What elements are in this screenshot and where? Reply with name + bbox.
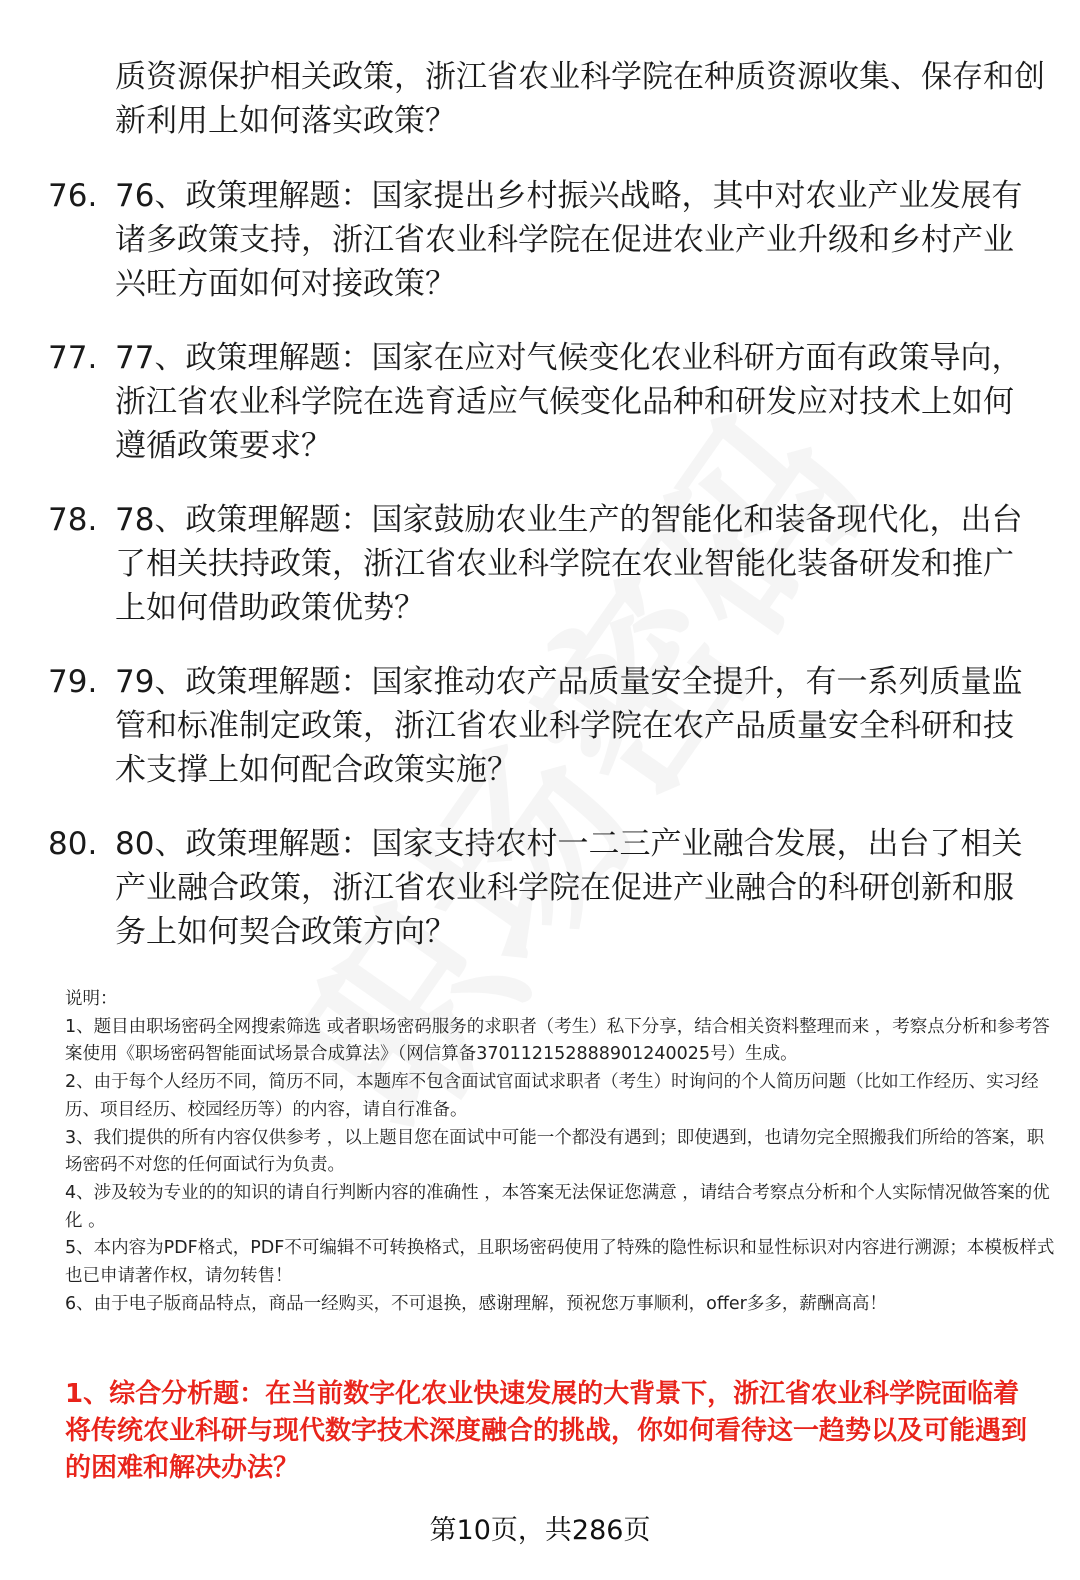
notes-title: 说明：	[65, 989, 118, 1009]
note-item: 5、本内容为PDF格式，PDF不可编辑不可转换格式，且职场密码使用了特殊的隐性标识和显性标识对内容进行溯源；本模板样式也已申请著作权，请勿转售！	[65, 1238, 1055, 1287]
note-item: 1、题目由职场密码全网搜索筛选 或者职场密码服务的求职者（考生）私下分享，结合相关资料整理而来 ，考察点分析和参考答案使用《职场密码智能面试场景合成算法》（网信算备370112152888901240025号）生成。	[65, 1016, 1050, 1065]
question-text: 78、政策理解题：国家鼓励农业生产的智能化和装备现代化，出台了相关扶持政策，浙江省农业科学院在农业智能化装备研发和推广上如何借助政策优势？	[115, 502, 1023, 626]
continuation-text: 质资源保护相关政策，浙江省农业科学院在种质资源收集、保存和创新利用上如何落实政策？	[115, 59, 1045, 139]
question-number: 78.	[48, 502, 98, 538]
question-number: 79.	[48, 664, 98, 700]
question-text: 80、政策理解题：国家支持农村一二三产业融合发展，出台了相关产业融合政策，浙江省农业科学院在促进产业融合的科研创新和服务上如何契合政策方向？	[115, 826, 1023, 950]
question-number: 76.	[48, 178, 98, 214]
note-item: 4、涉及较为专业的的知识的请自行判断内容的准确性 ，本答案无法保证您满意 ，请结合考察点分析和个人实际情况做答案的优化 。	[65, 1182, 1050, 1231]
note-item: 2、由于每个人经历不同，简历不同，本题库不包含面试官面试求职者（考生）时询问的个人简历问题（比如工作经历、实习经历、项目经历、校园经历等）的内容，请自行准备。	[65, 1072, 1039, 1120]
highlighted-question: 1、综合分析题：在当前数字化农业快速发展的大背景下，浙江省农业科学院面临着将传统农业科研与现代数字技术深度融合的挑战，你如何看待这一趋势以及可能遇到的困难和解决办法？	[65, 1379, 1028, 1483]
question-text: 79、政策理解题：国家推动农产品质量安全提升，有一系列质量监管和标准制定政策，浙江省农业科学院在农产品质量安全科研和技术支撑上如何配合政策实施？	[115, 664, 1023, 788]
question-text: 77、政策理解题：国家在应对气候变化农业科研方面有政策导向，浙江省农业科学院在选育适应气候变化品种和研发应对技术上如何遵循政策要求？	[115, 340, 1023, 464]
notes-section	[65, 986, 1055, 1318]
page-footer: 第10页，共286页	[429, 1515, 651, 1546]
question-number: 80.	[48, 826, 98, 862]
note-item: 3、我们提供的所有内容仅供参考 ，以上题目您在面试中可能一个都没有遇到；即使遇到，也请勿完全照搬我们所给的答案，职场密码不对您的任何面试行为负责。	[65, 1127, 1045, 1176]
question-text: 76、政策理解题：国家提出乡村振兴战略，其中对农业产业发展有诸多政策支持，浙江省农业科学院在促进农业产业升级和乡村产业兴旺方面如何对接政策？	[115, 178, 1023, 302]
note-item: 6、由于电子版商品特点，商品一经购买，不可退换，感谢理解，预祝您万事顺利，offer多多，薪酬高高！	[65, 1293, 887, 1314]
question-number: 77.	[48, 340, 98, 376]
